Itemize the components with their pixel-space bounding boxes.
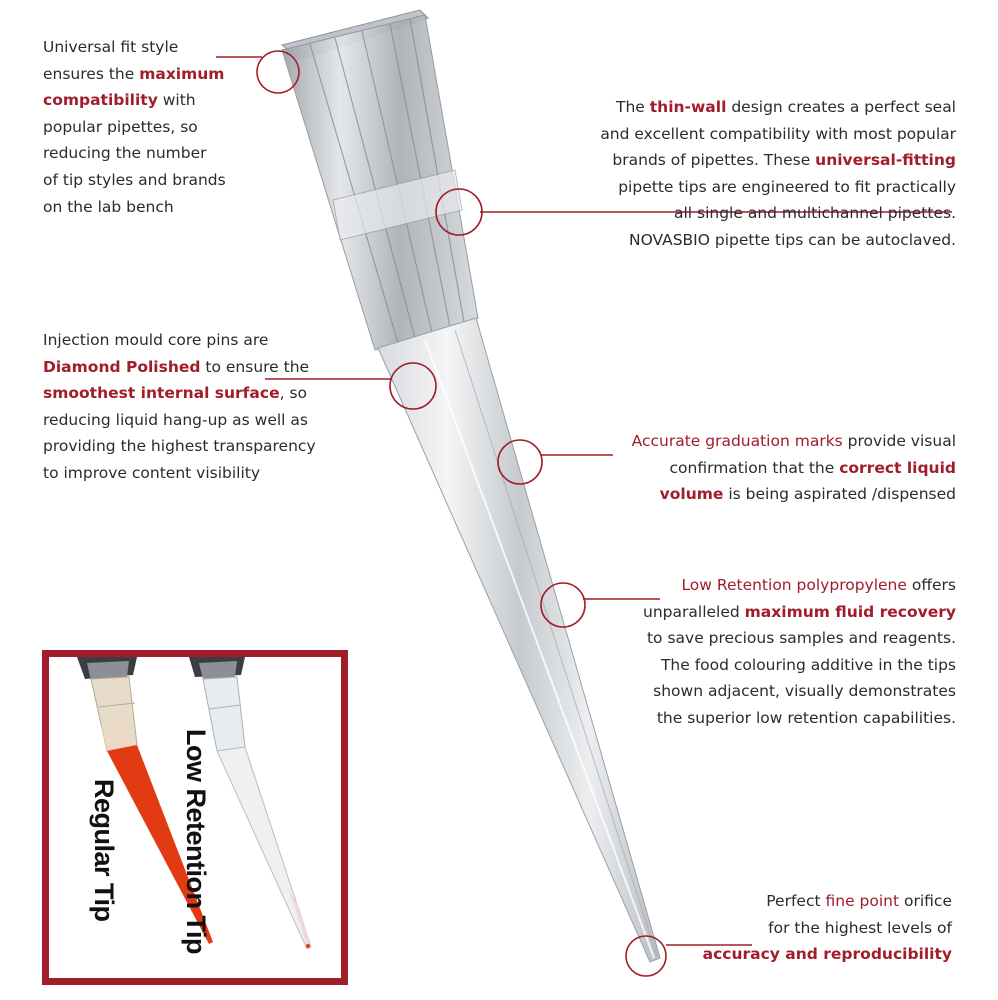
callout-highlight: compatibility: [43, 91, 158, 110]
callout-injection-mould: [43, 327, 316, 487]
callout-highlight: universal-fitting: [815, 151, 956, 170]
comparison-inset: [42, 650, 348, 985]
callout-text: providing the highest transparency: [43, 437, 316, 456]
callout-graduation: [632, 428, 956, 508]
callout-text: shown adjacent, visually demonstrates: [653, 682, 956, 701]
callout-text: pipette tips are engineered to fit practically: [618, 177, 956, 196]
callout-text: brands of pipettes. These: [612, 151, 816, 170]
callout-text: NOVASBIO pipette tips can be autoclaved.: [628, 230, 956, 249]
callout-thin-wall: [600, 94, 956, 254]
callout-text: provide visual: [842, 432, 956, 450]
callout-highlight: maximum fluid recovery: [744, 602, 956, 621]
callout-text: to save precious samples and reagents.: [646, 629, 956, 648]
callout-highlight: Diamond Polished: [43, 357, 201, 376]
callout-text: Universal fit style: [43, 38, 179, 56]
low-retention-tip: [217, 747, 311, 949]
callout-fine-point: [703, 888, 952, 968]
callout-text: to improve content visibility: [43, 463, 261, 482]
callout-highlight: volume: [659, 485, 724, 504]
callout-highlight: accuracy and reproducibility: [702, 945, 952, 964]
callout-text: The: [616, 98, 650, 116]
callout-universal-fit: [43, 34, 226, 220]
callout-text: Perfect: [766, 892, 826, 910]
callout-text: on the lab bench: [43, 197, 174, 216]
callout-text: to ensure the: [200, 357, 310, 376]
callout-highlight: Accurate graduation marks: [631, 432, 843, 450]
callout-text: design creates a perfect seal: [726, 98, 956, 116]
callout-text: popular pipettes, so: [43, 117, 198, 136]
callout-text: orifice: [899, 892, 952, 910]
callout-text: ensures the: [43, 64, 140, 83]
callout-text: unparalleled: [643, 602, 745, 621]
callout-highlight: fine point: [825, 892, 900, 910]
tip-cone: [378, 318, 660, 962]
callout-text: confirmation that the: [669, 458, 840, 477]
callout-text: reducing the number: [43, 144, 207, 163]
callout-highlight: smoothest internal surface: [43, 384, 280, 403]
label-regular-tip: Regular Tip: [89, 779, 119, 922]
callout-text: , so: [279, 384, 308, 403]
callout-low-retention: [643, 572, 956, 732]
callout-text: reducing liquid hang-up as well as: [43, 410, 308, 429]
callout-text: and excellent compatibility with most popular: [600, 124, 956, 143]
callout-text: of tip styles and brands: [43, 170, 226, 189]
callout-highlight: correct liquid: [839, 458, 956, 477]
callout-text: The food colouring additive in the tips: [660, 655, 956, 674]
callout-text: with: [157, 91, 196, 110]
callout-text: Injection mould core pins are: [43, 331, 269, 349]
callout-text: offers: [906, 576, 956, 594]
callout-highlight: thin-wall: [649, 98, 727, 116]
callout-text: all single and multichannel pipettes.: [673, 204, 956, 223]
callout-highlight: maximum: [139, 64, 225, 83]
callout-highlight: Low Retention polypropylene: [681, 576, 907, 594]
callout-text: is being aspirated /dispensed: [723, 485, 956, 504]
callout-text: the superior low retention capabilities.: [656, 708, 956, 727]
label-low-retention-tip: Low Retention Tip: [181, 729, 211, 954]
callout-text: for the highest levels of: [768, 918, 952, 937]
